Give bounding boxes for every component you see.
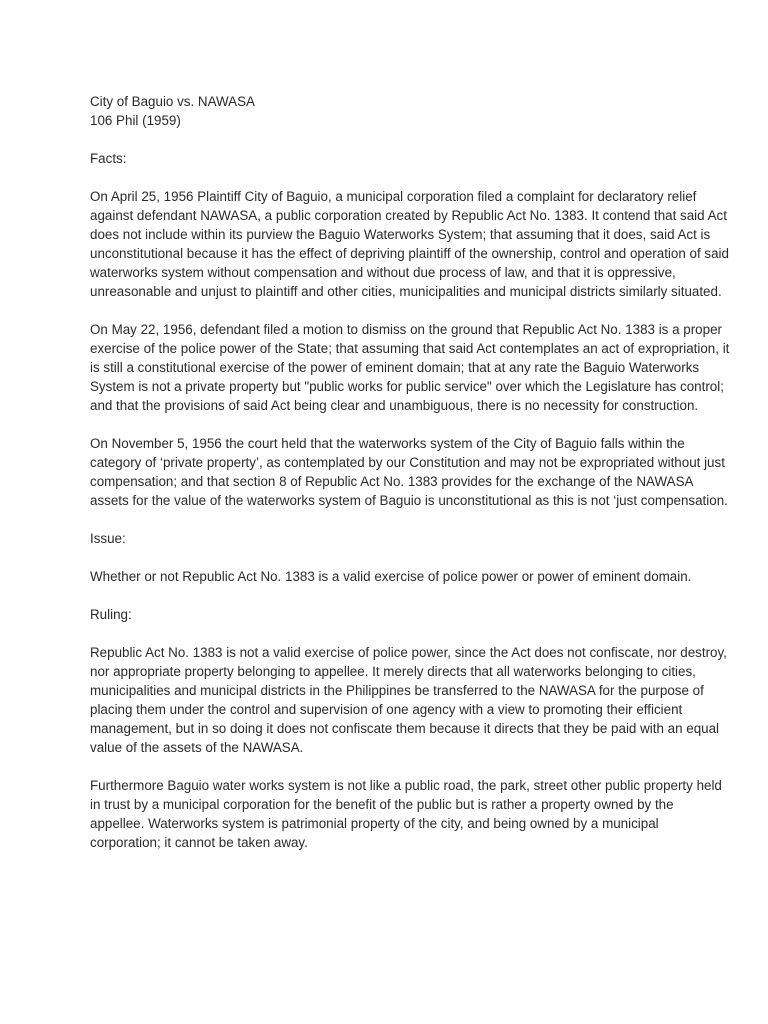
ruling-heading: Ruling: xyxy=(90,607,132,622)
issue-paragraph: Whether or not Republic Act No. 1383 is a valid exercise of police power or power of eminent domain. xyxy=(90,569,692,584)
facts-paragraph-2: On May 22, 1956, defendant filed a motion to dismiss on the ground that Republic Act No. 1383 is a proper exercise of the police power of the State; that assuming that said Act contemplates an act of expropriation, it is still a constitutional exercise of the power of eminent domain; that at any rate the Baguio Waterworks System is not a private property but "public works for public service" over which the Legislature has control; and that the provisions of said Act being clear and unambiguous, there is no necessity for construction. xyxy=(90,322,730,413)
case-citation: 106 Phil (1959) xyxy=(90,113,181,128)
facts-heading: Facts: xyxy=(90,151,127,166)
ruling-paragraph-2: Furthermore Baguio water works system is not like a public road, the park, street other public property held in trust by a municipal corporation for the benefit of the public but is rather a property owned by the appellee. Waterworks system is patrimonial property of the city, and being owned by a municipal corporation; it cannot be taken away. xyxy=(90,778,722,850)
ruling-paragraph-1: Republic Act No. 1383 is not a valid exercise of police power, since the Act does not confiscate, nor destroy, nor appropriate property belonging to appellee. It merely directs that all waterworks belonging to cities, municipalities and municipal districts in the Philippines be transferred to the NAWASA for the purpose of placing them under the control and supervision of one agency with a view to promoting their efficient management, but in so doing it does not confiscate them because it directs that they be paid with an equal value of the assets of the NAWASA. xyxy=(90,645,727,755)
document-page xyxy=(90,92,730,871)
facts-paragraph-1: On April 25, 1956 Plaintiff City of Baguio, a municipal corporation filed a complaint for declaratory relief against defendant NAWASA, a public corporation created by Republic Act No. 1383. It contend that said Act does not include within its purview the Baguio Waterworks System; that assuming that it does, said Act is unconstitutional because it has the effect of depriving plaintiff of the ownership, control and operation of said waterworks system without compensation and without due process of law, and that it is oppressive, unreasonable and unjust to plaintiff and other cities, municipalities and municipal districts similarly situated. xyxy=(90,189,729,299)
case-title: City of Baguio vs. NAWASA xyxy=(90,94,255,109)
case-header xyxy=(90,92,730,130)
issue-heading: Issue: xyxy=(90,531,126,546)
facts-paragraph-3: On November 5, 1956 the court held that the waterworks system of the City of Baguio falls within the category of ‘private property’, as contemplated by our Constitution and may not be expropriated without just compensation; and that section 8 of Republic Act No. 1383 provides for the exchange of the NAWASA assets for the value of the waterworks system of Baguio is unconstitutional as this is not ‘just compensation. xyxy=(90,436,728,508)
